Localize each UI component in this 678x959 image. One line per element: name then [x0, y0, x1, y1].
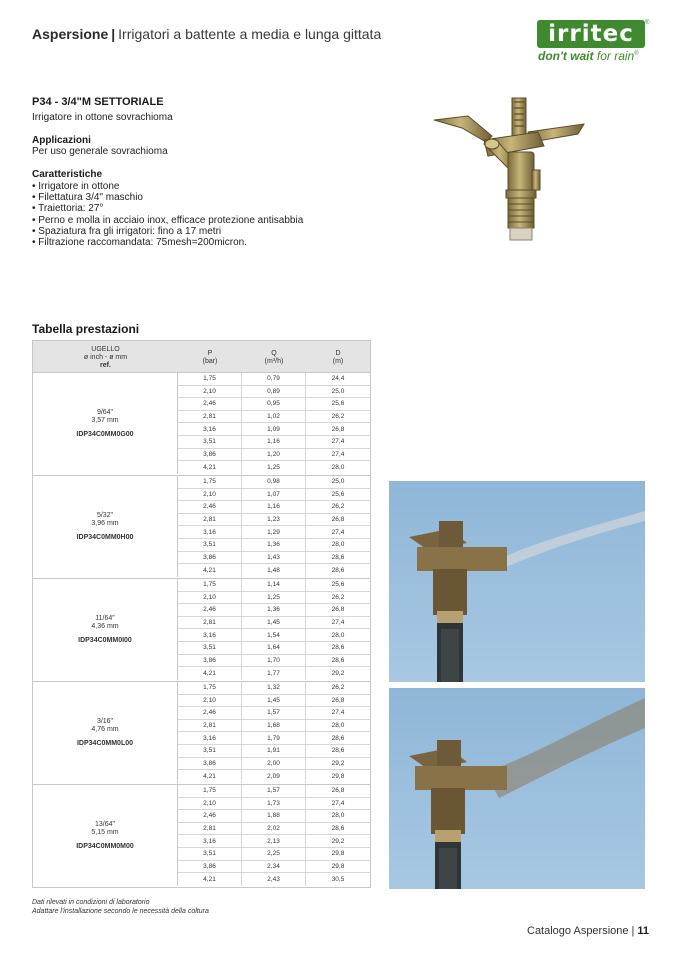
table-row	[178, 823, 370, 836]
header-d-label: D	[335, 349, 341, 357]
flow-cell: 1,29	[242, 526, 306, 538]
header-ugello	[33, 341, 178, 374]
flow-cell: 2,02	[242, 823, 306, 835]
pressure-cell: 4,21	[178, 667, 242, 680]
distance-cell: 28,6	[331, 644, 345, 652]
nozzle-mm: 4,36 mm	[91, 622, 119, 630]
flow-cell: 2,34	[242, 861, 306, 873]
distance-cell: 29,8	[331, 850, 345, 858]
distance-cell: 26,8	[331, 606, 345, 614]
flow-cell: 1,02	[242, 411, 306, 423]
logo-text: irritec	[548, 21, 634, 47]
page-number: 11	[637, 925, 650, 937]
distance-cell: 28,6	[331, 825, 345, 833]
nozzle-inch: 11/64"	[95, 614, 115, 622]
footer-catalog: Catalogo Aspersione	[527, 925, 629, 937]
pressure-cell: 3,86	[178, 449, 242, 461]
flow-cell: 1,54	[242, 629, 306, 641]
table-row	[178, 564, 370, 577]
sprinkler-product-image	[428, 92, 590, 244]
distance-cell: 28,6	[331, 747, 345, 755]
flow-cell: 1,16	[242, 501, 306, 513]
nozzle-ref-code: IDP34C0MM0I00	[78, 636, 132, 644]
pressure-cell: 2,10	[178, 592, 242, 604]
feature-item: • Filtrazione raccomandata: 75mesh=200micron.	[32, 237, 303, 248]
feature-item: • Perno e molla in acciaio inox, efficace protezione antisabbia	[32, 215, 303, 226]
table-row	[178, 398, 370, 411]
feature-item: • Spaziatura fra gli irrigatori: fino a 17 metri	[32, 226, 303, 237]
flow-cell: 1,88	[242, 810, 306, 822]
header-q-label: Q	[271, 349, 277, 357]
distance-cell: 29,2	[331, 669, 345, 677]
nozzle-ref-code: IDP34C0MM0L00	[76, 739, 134, 747]
table-row	[178, 592, 370, 605]
table-row	[178, 682, 370, 695]
note-line: Adattare l'installazione secondo le necessità della coltura	[32, 908, 209, 915]
table-row	[178, 707, 370, 720]
pressure-cell: 3,16	[178, 526, 242, 538]
flow-cell: 2,25	[242, 848, 306, 860]
flow-cell: 1,07	[242, 489, 306, 501]
pressure-cell: 2,81	[178, 823, 242, 835]
sprinkler-photo-2	[389, 688, 645, 889]
flow-cell: 2,43	[242, 873, 306, 886]
nozzle-mm: 3,57 mm	[91, 416, 119, 424]
nozzle-group	[32, 476, 371, 579]
pressure-cell: 4,21	[178, 770, 242, 783]
flow-cell: 1,14	[242, 579, 306, 591]
table-row	[178, 617, 370, 630]
sprinkler-photo-1	[389, 481, 645, 682]
distance-cell: 25,0	[331, 478, 345, 486]
distance-cell: 28,6	[331, 553, 345, 561]
pressure-cell: 2,10	[178, 798, 242, 810]
table-row	[178, 758, 370, 771]
table-row	[178, 386, 370, 399]
pressure-cell: 3,51	[178, 745, 242, 757]
flow-cell: 1,77	[242, 667, 306, 680]
pressure-cell: 3,16	[178, 835, 242, 847]
pressure-cell: 3,51	[178, 436, 242, 448]
table-row	[178, 436, 370, 449]
table-title: Tabella prestazioni	[32, 322, 140, 336]
flow-cell: 0,98	[242, 476, 306, 488]
nozzle-mm: 4,76 mm	[91, 725, 119, 733]
product-subtitle: Irrigatore in ottone sovrachioma	[32, 112, 173, 123]
header-pressure	[178, 341, 242, 374]
pressure-cell: 3,51	[178, 848, 242, 860]
flow-cell: 1,43	[242, 552, 306, 564]
table-row	[178, 835, 370, 848]
table-row	[178, 861, 370, 874]
table-row	[178, 810, 370, 823]
table-header	[32, 340, 371, 373]
table-row	[178, 720, 370, 733]
pressure-cell: 2,46	[178, 398, 242, 410]
pressure-cell: 1,75	[178, 579, 242, 591]
applications-heading: Applicazioni	[32, 135, 91, 146]
logo-registered-mark: ®	[645, 20, 650, 26]
distance-cell: 25,6	[331, 581, 345, 589]
distance-cell: 28,0	[331, 631, 345, 639]
table-row	[178, 501, 370, 514]
distance-cell: 28,0	[331, 541, 345, 549]
nozzle-info	[33, 579, 178, 680]
pressure-cell: 2,81	[178, 720, 242, 732]
flow-cell: 0,95	[242, 398, 306, 410]
flow-cell: 1,57	[242, 785, 306, 797]
nozzle-info	[33, 785, 178, 886]
nozzle-inch: 3/16"	[96, 717, 114, 725]
table-row	[178, 848, 370, 861]
table-row	[178, 798, 370, 811]
flow-cell: 1,91	[242, 745, 306, 757]
table-row	[178, 604, 370, 617]
flow-cell: 2,13	[242, 835, 306, 847]
nozzle-mm: 5,15 mm	[91, 828, 119, 836]
table-row	[178, 526, 370, 539]
table-row	[178, 423, 370, 436]
nozzle-info	[33, 476, 178, 577]
table-row	[178, 745, 370, 758]
nozzle-ref-code: IDP34C0MM0G00	[76, 430, 134, 438]
distance-cell: 29,2	[331, 759, 345, 767]
nozzle-inch: 13/64"	[94, 820, 115, 828]
distance-cell: 27,4	[331, 438, 345, 446]
tagline-bold: don't wait	[538, 49, 594, 63]
header-subtitle: Irrigatori a battente a media e lunga gittata	[118, 26, 382, 42]
flow-cell: 1,36	[242, 539, 306, 551]
distance-cell: 27,4	[331, 799, 345, 807]
pressure-cell: 3,86	[178, 758, 242, 770]
header-ugello-units: ø inch - ø mm	[83, 353, 128, 361]
pressure-cell: 4,21	[178, 564, 242, 577]
header-distance	[306, 341, 370, 374]
pressure-cell: 2,10	[178, 489, 242, 501]
distance-cell: 30,5	[331, 875, 345, 883]
nozzle-group	[32, 682, 371, 785]
distance-cell: 28,0	[331, 722, 345, 730]
header-p-label: P	[207, 349, 213, 357]
flow-cell: 1,70	[242, 655, 306, 667]
flow-cell: 1,57	[242, 707, 306, 719]
distance-cell: 27,4	[331, 619, 345, 627]
flow-cell: 1,25	[242, 592, 306, 604]
brand-tagline	[538, 49, 650, 63]
table-row	[178, 476, 370, 489]
distance-cell: 28,6	[331, 566, 345, 574]
distance-cell: 28,6	[331, 734, 345, 742]
table-row	[178, 489, 370, 502]
flow-cell: 0,89	[242, 386, 306, 398]
nozzle-ref-code: IDP34C0MM0M00	[76, 842, 134, 850]
flow-cell: 1,32	[242, 682, 306, 694]
distance-cell: 25,6	[331, 400, 345, 408]
flow-cell: 1,25	[242, 461, 306, 474]
pressure-cell: 3,86	[178, 552, 242, 564]
pressure-cell: 1,75	[178, 476, 242, 488]
product-title: P34 - 3/4"M SETTORIALE	[32, 96, 164, 108]
table-row	[178, 411, 370, 424]
table-row	[178, 552, 370, 565]
feature-item: • Irrigatore in ottone	[32, 181, 303, 192]
nozzle-info	[33, 682, 178, 783]
table-row	[178, 579, 370, 592]
table-row	[178, 655, 370, 668]
flow-cell: 1,09	[242, 423, 306, 435]
distance-cell: 25,6	[331, 490, 345, 498]
flow-cell: 1,45	[242, 695, 306, 707]
distance-cell: 29,2	[331, 837, 345, 845]
pressure-cell: 2,46	[178, 707, 242, 719]
pressure-cell: 2,46	[178, 810, 242, 822]
table-notes	[32, 898, 209, 916]
performance-table	[32, 340, 371, 890]
flow-cell: 1,64	[242, 642, 306, 654]
table-row	[178, 873, 370, 886]
pressure-cell: 3,51	[178, 642, 242, 654]
pressure-cell: 2,46	[178, 604, 242, 616]
feature-item: • Traiettoria: 27°	[32, 203, 303, 214]
flow-cell: 1,36	[242, 604, 306, 616]
distance-cell: 26,2	[331, 593, 345, 601]
pressure-cell: 1,75	[178, 682, 242, 694]
header-p-unit: (bar)	[202, 357, 218, 365]
nozzle-ref-code: IDP34C0MM0H00	[76, 533, 134, 541]
features-list	[32, 181, 303, 248]
pressure-cell: 2,81	[178, 617, 242, 629]
pressure-cell: 4,21	[178, 461, 242, 474]
feature-item: • Filettatura 3/4" maschio	[32, 192, 303, 203]
flow-cell: 1,48	[242, 564, 306, 577]
table-row	[178, 785, 370, 798]
distance-cell: 27,4	[331, 450, 345, 458]
nozzle-inch: 5/32"	[96, 511, 114, 519]
distance-cell: 24,4	[331, 375, 345, 383]
flow-cell: 1,20	[242, 449, 306, 461]
distance-cell: 29,8	[331, 862, 345, 870]
pressure-cell: 3,16	[178, 629, 242, 641]
flow-cell: 1,16	[242, 436, 306, 448]
pressure-cell: 3,16	[178, 732, 242, 744]
header-section: Aspersione	[32, 26, 109, 42]
distance-cell: 28,0	[331, 812, 345, 820]
flow-cell: 0,79	[242, 373, 306, 385]
table-row	[178, 642, 370, 655]
table-row	[178, 770, 370, 783]
flow-cell: 1,23	[242, 514, 306, 526]
header-flow	[242, 341, 306, 374]
flow-cell: 1,68	[242, 720, 306, 732]
distance-cell: 27,4	[331, 709, 345, 717]
nozzle-mm: 3,96 mm	[91, 519, 119, 527]
distance-cell: 26,2	[331, 684, 345, 692]
header-ugello-ref: ref.	[100, 361, 111, 369]
header-separator: |	[111, 26, 116, 42]
table-row	[178, 629, 370, 642]
table-row	[178, 667, 370, 680]
page-footer	[527, 925, 649, 937]
nozzle-inch: 9/64"	[96, 408, 114, 416]
pressure-cell: 1,75	[178, 373, 242, 385]
flow-cell: 1,79	[242, 732, 306, 744]
pressure-cell: 2,81	[178, 514, 242, 526]
nozzle-group	[32, 785, 371, 888]
page-header-title	[32, 26, 381, 42]
distance-cell: 26,2	[331, 413, 345, 421]
distance-cell: 29,8	[331, 772, 345, 780]
pressure-cell: 4,21	[178, 873, 242, 886]
pressure-cell: 3,51	[178, 539, 242, 551]
pressure-cell: 3,86	[178, 861, 242, 873]
pressure-cell: 3,16	[178, 423, 242, 435]
distance-cell: 26,8	[331, 425, 345, 433]
pressure-cell: 2,81	[178, 411, 242, 423]
pressure-cell: 1,75	[178, 785, 242, 797]
footer-separator: |	[631, 925, 635, 937]
table-row	[178, 539, 370, 552]
irritec-logo	[537, 20, 645, 48]
pressure-cell: 3,86	[178, 655, 242, 667]
nozzle-group	[32, 579, 371, 682]
table-row	[178, 449, 370, 462]
table-row	[178, 373, 370, 386]
header-q-unit: (m³/h)	[264, 357, 284, 365]
pressure-cell: 2,10	[178, 386, 242, 398]
table-row	[178, 695, 370, 708]
distance-cell: 26,8	[331, 516, 345, 524]
nozzle-info	[33, 373, 178, 474]
distance-cell: 28,6	[331, 656, 345, 664]
distance-cell: 28,0	[331, 463, 345, 471]
header-d-unit: (m)	[332, 357, 344, 365]
pressure-cell: 2,46	[178, 501, 242, 513]
distance-cell: 26,2	[331, 503, 345, 511]
tagline-mark: ®	[634, 51, 639, 57]
tagline-light: for rain	[596, 49, 635, 63]
header-ugello-label: UGELLO	[91, 345, 120, 353]
distance-cell: 26,8	[331, 787, 345, 795]
features-heading: Caratteristiche	[32, 169, 103, 180]
flow-cell: 1,73	[242, 798, 306, 810]
table-row	[178, 514, 370, 527]
nozzle-group	[32, 373, 371, 476]
flow-cell: 1,45	[242, 617, 306, 629]
applications-text: Per uso generale sovrachioma	[32, 146, 168, 157]
table-row	[178, 732, 370, 745]
distance-cell: 26,8	[331, 696, 345, 704]
table-row	[178, 461, 370, 474]
distance-cell: 27,4	[331, 528, 345, 536]
pressure-cell: 2,10	[178, 695, 242, 707]
distance-cell: 25,0	[331, 387, 345, 395]
note-line: Dati rilevati in condizioni di laboratorio	[32, 899, 150, 906]
flow-cell: 2,00	[242, 758, 306, 770]
flow-cell: 2,09	[242, 770, 306, 783]
